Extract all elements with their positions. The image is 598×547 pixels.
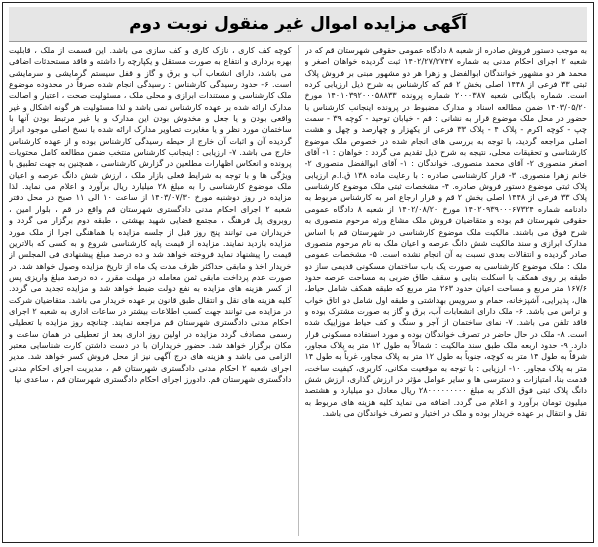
notice-column-right <box>305 45 588 536</box>
notice-body <box>9 45 587 536</box>
notice-title-bar <box>9 7 587 42</box>
notice-column-left <box>9 45 292 536</box>
notice-column-right-text: به موجب دستور فروش صادره از شعبه ۸ دادگاه عمومی حقوقی شهرستان قم که در شعبه ۲ اجرای احکام مدنی به شماره ۱۴۰۲/۲۷/۲۷۴۷ ثبت گردیده خواهان اصغر و محمد هر دو مشهور خوانندگان ابوالفضل و زهرا هر دو مشهور مبنی بر فروش پلاک ثبتی ۳۳ فرعی از ۱۴۴۸ اصلی بخش ۲ قم که کارشناس به شرح ذیل ارزیابی کرده است. شماره بایگانی شعبه ۲۰۰۰۳۸۷ شماره پرونده ۱۴۰۱۰۳۹۲۰۰۰۵۸۸۳۳ مورخ ۱۴۰۳/۰۵/۲۰ ضمن مطالعه اسناد و مدارک مضبوط در پرونده اینجانب کارشناس با حضور در محل ملک موضوع قرار به نشانی : قم - خیابان توحید - کوچه ۳۹ - سمت چپ - کوچه اکرم - پلاک ۴ - پلاک ۳۳ فرعی از یکهزار و چهارصد و چهل و هشت اصلی مراجعه گردید، با توجه به بررسی های انجام شده در خصوص ملک موضوع کارشناسی و تحقیقات محلی، نتیجه به شرح ذیل تقدیم می گردد : خواهان : ۱- آقای اصغر منصوری ۲- آقای محمد منصوری. خواندگان : ۱- آقای ابوالفضل منصوری ۲- خانم زهرا منصوری. ۳- قرار کارشناسی صادره : با رعایت ماده ۱۳۸ ق.ا.م ارزیابی پلاک ثبتی موضوع دستور فروش صادره. ۴- مشخصات ثبتی ملک موضوع کارشناسی پلاک ۳۳ فرعی از ۱۴۴۸ اصلی بخش ۲ قم و قرار ارجاع امر به کارشناس مربوط به دادنامه شماره ۱۴۰۲۰۹۳۹۰۰۰۶۷۳۲۴ مورخ ۱۴۰۲/۰۸/۲۰ از شعبه ۸ دادگاه عمومی حقوقی شهرستان قم بوده و متقاضیان فروش ملک مشاع ورثه مرحوم منصوری به شرح فوق می باشند. مالکیت ملک موضوع کارشناسی در شهرستان قم با اساس مدارک ابرازی و سند مالکیت شش دانگ عرصه و اعیان ملک به نام مرحوم منصوری صادر گردیده و انتقالات بعدی نسبت به آن انجام نشده است. ۵- مشخصات عمومی ملک : ملک موضوع کارشناسی به صورت یک باب ساختمان مسکونی قدیمی ساز دو طبقه بر روی همکف با اسکلت بنایی و سقف طاق ضربی به مساحت عرصه حدود ۱۶۷/۶ متر مربع و مساحت اعیان حدود ۲۶۳ متر مربع که طبقه همکف شامل حیاط، هال، پذیرایی، آشپزخانه، حمام و سرویس بهداشتی و طبقه اول شامل دو اتاق خواب و تراس می باشد. ۶- ملک دارای انشعابات آب، برق و گاز به صورت مشترک بوده و فاقد تلفن می باشد. ۷- نمای ساختمان از آجر و سنگ و کف حیاط موزاییک شده است. ۸- ملک در حال حاضر در تصرف خواندگان بوده و مورد استفاده مسکونی قرار دارد. ۹- حدود اربعه ملک طبق سند مالکیت : شمالاً به طول ۱۲ متر به پلاک مجاور، شرقاً به طول ۱۴ متر به کوچه، جنوباً به طول ۱۲ متر به پلاک مجاور، غرباً به طول ۱۴ متر به پلاک مجاور. ۱۰- ارزیابی : با توجه به موقعیت مکانی، کاربری، کیفیت ساخت، قدمت بنا، امتیازات و دسترسی ها و سایر عوامل مؤثر در ارزش گذاری، ارزش شش دانگ پلاک ثبتی فوق الذکر به مبلغ ۲۸۰۰۰۰۰۰۰۰۰ ریال معادل دو میلیارد و هشتصد میلیون تومان برآورد و اعلام می گردد. اضافه می نماید کلیه هزینه های مربوط به نقل و انتقال بر عهده خریدار بوده و ملک در اختیار و تصرف خواندگان می باشد. <box>304 45 587 418</box>
column-divider <box>298 45 299 536</box>
notice-title: آگهی مزایده اموال غیر منقول نوبت دوم <box>129 14 467 34</box>
auction-notice <box>2 2 594 543</box>
notice-column-left-text: کوچه کف کاری ، نازک کاری و کف سازی می باشد. این قسمت از ملک ، قابلیت بهره برداری و انتفاع به صورت مستقل و یکپارچه را داشته و فاقد مستحدثات اضافی می باشد، دارای انشعاب آب و برق و گاز و قفل سیستم گرمایشی و سرمایشی است. ۶- حدود رسیدگی کارشناس : رسیدگی انجام شده صرفاً در محدوده موضوع ملک کارشناسی و مستندات ابرازی و محلی ملک ، مسئولیت صحت ، اعتبار و اصالت مدارک ارائه شده بر عهده کارشناس نمی باشد و لذا مسئولیت هر گونه اشکال و غیر واقعی بودن و یا جعل و مخدوش بودن این مدارک و یا غیر مرتبط بودن آنها با ساختمان مورد نظر و یا مغایرت تصاویر مدارک ارائه شده با نسخ اصلی موجود ابراز گردیده آن و اثبات آن خارج از حیطه رسیدگی کارشناس بوده و از عهده کارشناس خارج می باشد. ۷- ارزیابی : اینجانب کارشناس منتخب ضمن مطالعه کامل محتویات پرونده و انعکاس اظهارات مطلعین در گزارش کارشناسی ، همچنین به جهت تطبیق با ویژگی ها و با توجه به شرایط فعلی بازار ملک ، ارزش شش دانگ عرصه و اعیان ملک موضوع کارشناسی را به مبلغ ۲۸ میلیارد ریال برآورد و اعلام می نماید. لذا مزایده در روز دوشنبه مورخ ۱۴۰۳/۰۷/۳۰ از ساعت ۱۰ الی ۱۱ صبح در محل دفتر شعبه ۲ اجرای احکام مدنی دادگستری شهرستان قم واقع در قم ، بلوار امین ، روبروی پل فرهنگ ، مجتمع قضایی شهید بهشتی ، طبقه دوم برگزار می گردد و خریداران می توانند پنج روز قبل از جلسه مزایده با هماهنگی اجرا از ملک مورد مزایده بازدید نمایند. مزایده از قیمت پایه کارشناسی شروع و به کسی که بالاترین قیمت را پیشنهاد نماید فروخته خواهد شد و ده درصد مبلغ پیشنهادی فی المجلس از خریدار اخذ و مابقی حداکثر ظرف مدت یک ماه از تاریخ مزایده وصول خواهد شد. در صورت عدم پرداخت مابقی ثمن معامله در مهلت مقرر ، ده درصد مبلغ واریزی پس از کسر هزینه های مزایده به نفع دولت ضبط خواهد شد و مزایده تجدید می گردد. کلیه هزینه های نقل و انتقال طبق قانون بر عهده خریدار می باشد. متقاضیان شرکت در مزایده می توانند جهت کسب اطلاعات بیشتر در ساعات اداری به شعبه ۲ اجرای احکام مدنی دادگستری شهرستان قم مراجعه نمایند. چنانچه روز مزایده با تعطیلی رسمی مصادف گردد مزایده در اولین روز اداری بعد از تعطیلی در همان ساعت و مکان برگزار خواهد شد. حضور خریداران با در دست داشتن کارت شناسایی معتبر الزامی می باشد و هزینه های درج آگهی نیز از محل فروش کسر خواهد شد. مدیر اجرای شعبه ۲ احکام مدنی دادگستری شهرستان قم ، مدیریت اجرای احکام مدنی دادگستری شهرستان قم. دادورز اجرای احکام دادگستری شهرستان قم ، ساعدی نیا <box>9 45 292 384</box>
